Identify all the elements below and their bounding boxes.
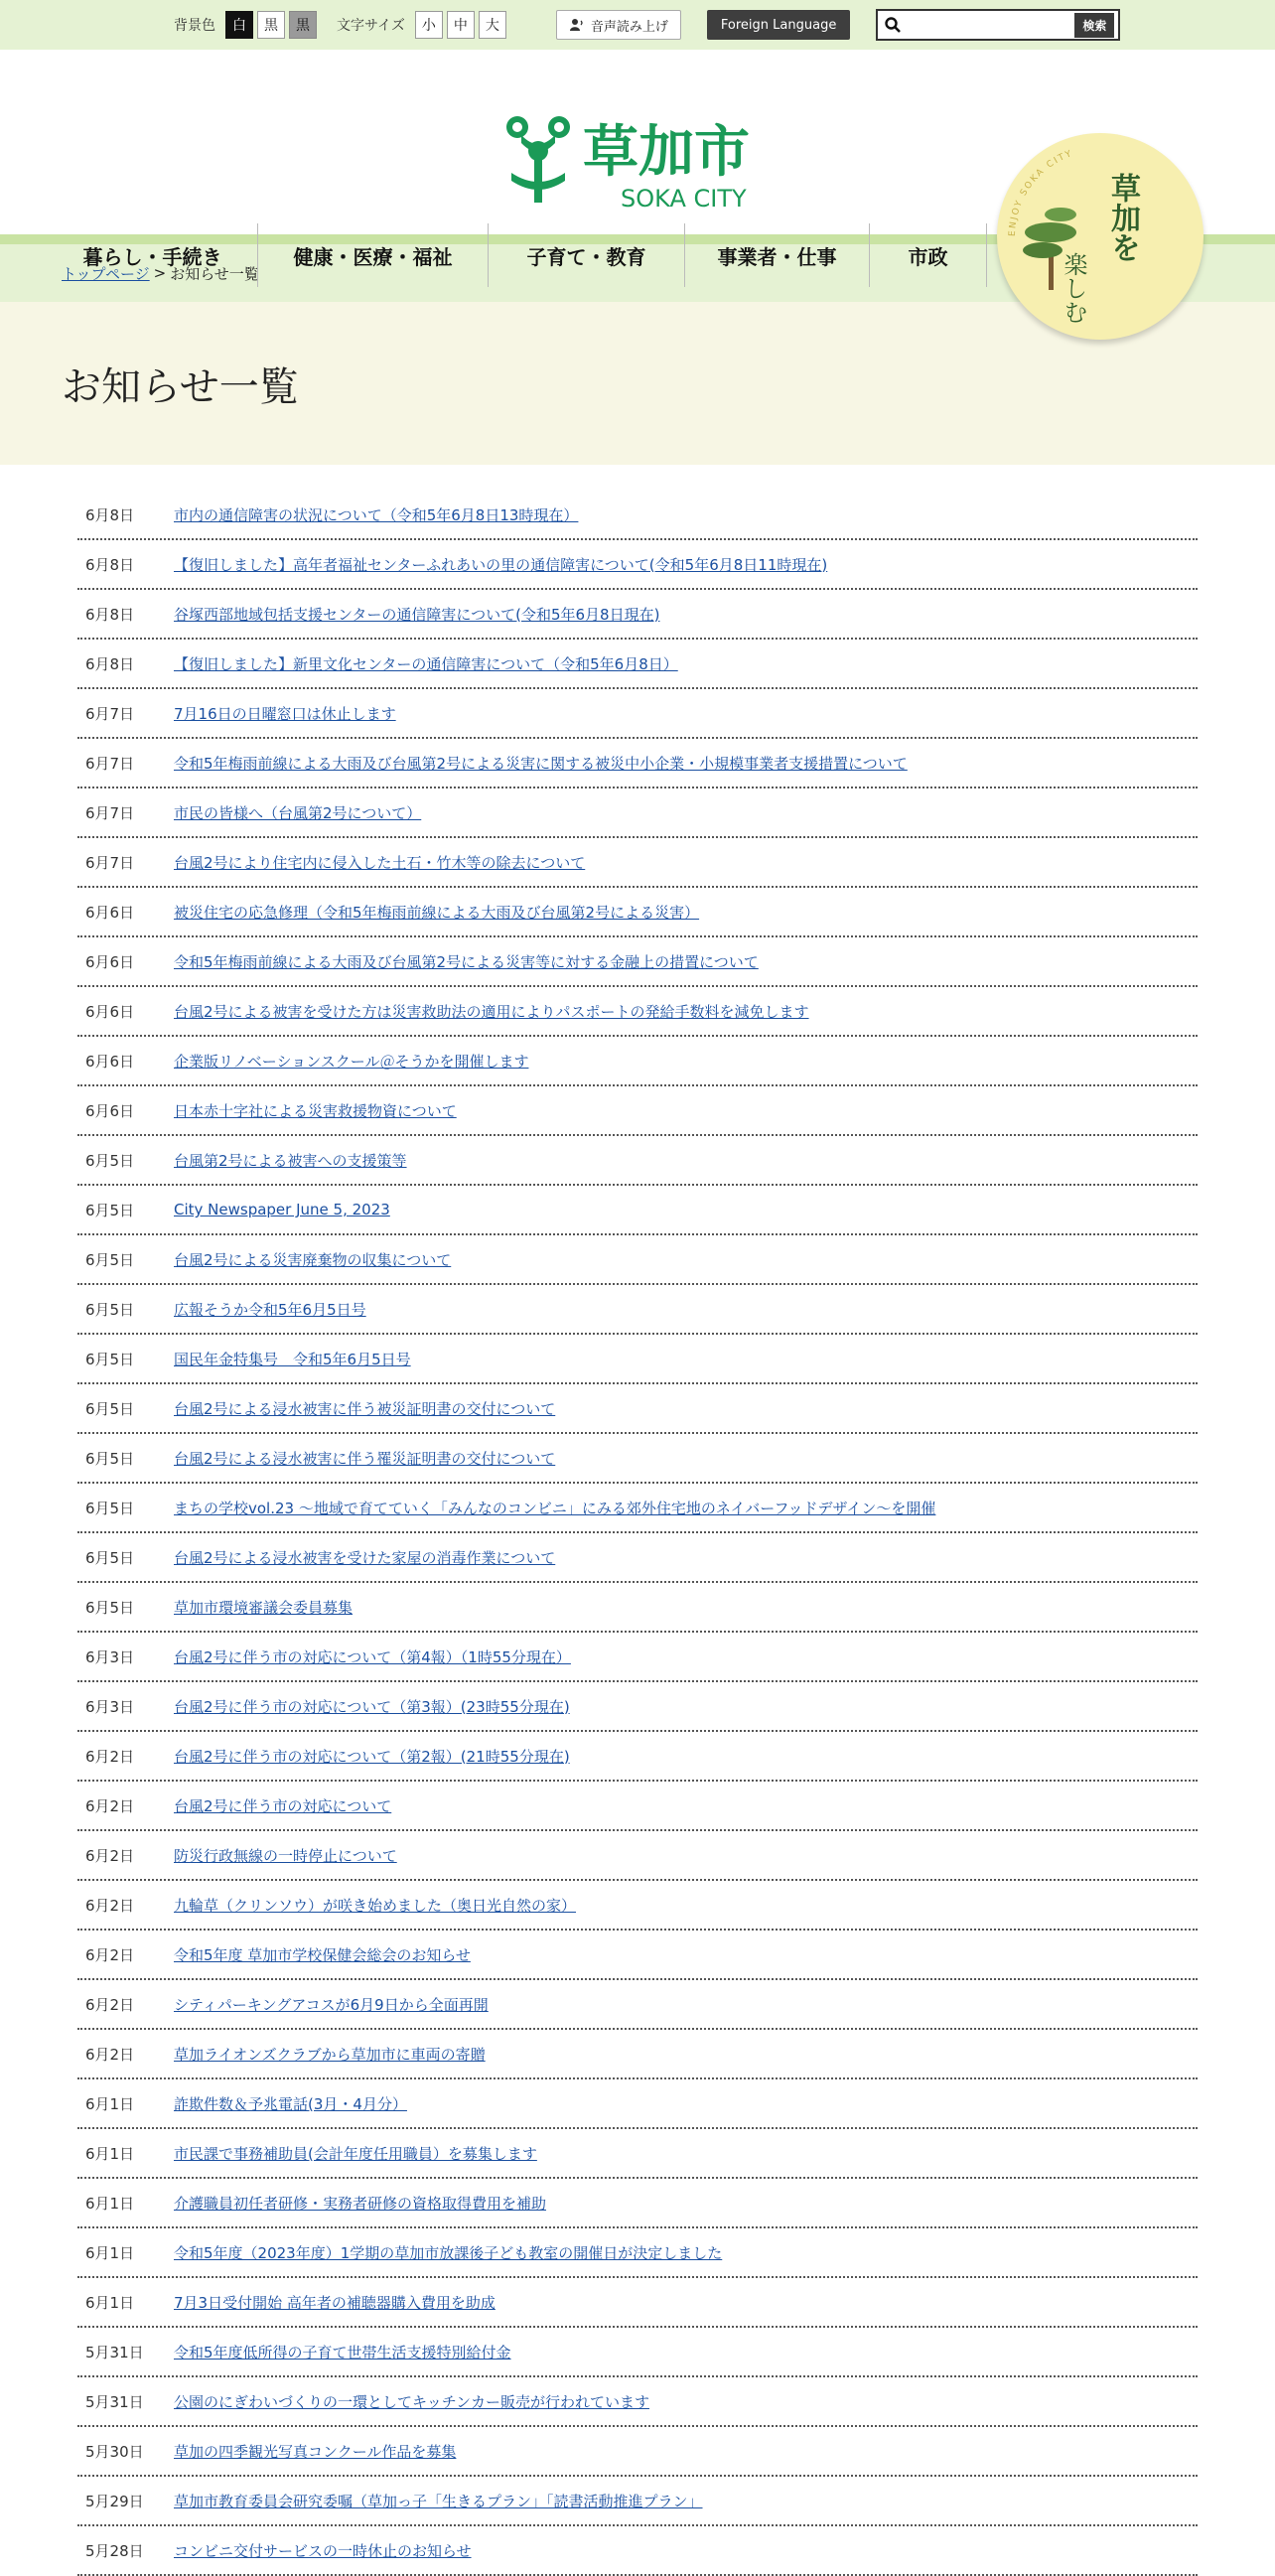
news-row xyxy=(77,2328,1198,2377)
news-row xyxy=(77,1881,1198,1931)
news-row xyxy=(77,739,1198,788)
news-link[interactable]: 防災行政無線の一時停止について xyxy=(174,1846,397,1865)
bg-color-group xyxy=(174,11,321,39)
news-date: 6月8日 xyxy=(85,505,135,524)
news-row xyxy=(77,689,1198,739)
utility-bar xyxy=(0,0,1275,50)
news-link[interactable]: 介護職員初任者研修・実務者研修の資格取得費用を補助 xyxy=(174,2194,547,2213)
news-date: 6月5日 xyxy=(85,1449,135,1468)
news-link[interactable]: 市民の皆様へ（台風第2号について） xyxy=(174,803,422,822)
news-date: 5月31日 xyxy=(85,2392,144,2411)
news-date: 6月1日 xyxy=(85,2194,135,2213)
global-nav xyxy=(48,223,987,287)
news-row xyxy=(77,1980,1198,2030)
news-date: 5月31日 xyxy=(85,2343,144,2361)
font-size-label: 文字サイズ xyxy=(337,18,405,34)
news-row xyxy=(77,1235,1198,1285)
news-date: 6月8日 xyxy=(85,654,135,673)
news-date: 6月5日 xyxy=(85,1548,135,1567)
news-date: 6月1日 xyxy=(85,2293,135,2312)
news-date: 6月6日 xyxy=(85,1002,135,1021)
news-row xyxy=(77,888,1198,937)
news-link[interactable]: 台風2号により住宅内に侵入した土石・竹木等の除去について xyxy=(174,853,586,872)
news-link[interactable]: 詐欺件数＆予兆電話(3月・4月分） xyxy=(174,2094,407,2113)
news-link[interactable]: 【復旧しました】新里文化センターの通信障害について（令和5年6月8日） xyxy=(174,654,678,673)
news-row xyxy=(77,1335,1198,1384)
news-row xyxy=(77,788,1198,838)
news-row xyxy=(77,2030,1198,2079)
news-row xyxy=(77,1732,1198,1782)
news-link[interactable]: 台風2号による浸水被害に伴う被災証明書の交付について xyxy=(174,1399,556,1418)
voice-read-label: 音声読み上げ xyxy=(590,19,668,35)
news-link[interactable]: 7月3日受付開始 高年者の補聴器購入費用を助成 xyxy=(174,2293,496,2312)
breadcrumb-current: お知らせ一覧 xyxy=(170,264,259,283)
logo-kanji: 草加市 xyxy=(583,120,750,185)
news-row xyxy=(77,2427,1198,2477)
news-link[interactable]: 市内の通信障害の状況について（令和5年6月8日13時現在） xyxy=(174,505,579,524)
news-date: 6月5日 xyxy=(85,1598,135,1617)
news-link[interactable]: 台風2号による被害を受けた方は災害救助法の適用によりパスポートの発給手数料を減免します xyxy=(174,1002,809,1021)
news-date: 5月30日 xyxy=(85,2442,144,2461)
news-date: 6月7日 xyxy=(85,803,135,822)
news-row xyxy=(77,1285,1198,1335)
news-link[interactable]: 台風2号による災害廃棄物の収集について xyxy=(174,1250,452,1269)
news-row xyxy=(77,590,1198,640)
news-date: 6月7日 xyxy=(85,704,135,723)
page-title: お知らせ一覧 xyxy=(62,364,299,409)
font-medium-button[interactable]: 中 xyxy=(447,11,475,39)
news-date: 6月5日 xyxy=(85,1300,135,1319)
news-link[interactable]: まちの学校vol.23 ～地域で育てていく「みんなのコンビニ」にみる郊外住宅地のネイバーフッドデザイン～を開催 xyxy=(174,1499,936,1517)
nav-item-childcare[interactable]: 子育て・教育 xyxy=(489,223,685,287)
news-link[interactable]: 【復旧しました】高年者福祉センターふれあいの里の通信障害について(令和5年6月8日11時現在) xyxy=(174,555,828,574)
news-link[interactable]: 令和5年度低所得の子育て世帯生活支援特別給付金 xyxy=(174,2343,511,2361)
foreign-language-button[interactable]: Foreign Language xyxy=(707,10,850,40)
news-row xyxy=(77,2079,1198,2129)
news-row xyxy=(77,1484,1198,1533)
news-row xyxy=(77,1384,1198,1434)
news-link[interactable]: 7月16日の日曜窓口は休止します xyxy=(174,704,396,723)
nav-item-health[interactable]: 健康・医療・福祉 xyxy=(258,223,489,287)
news-date: 6月3日 xyxy=(85,1697,135,1716)
news-list xyxy=(77,491,1198,2576)
news-link[interactable]: シティパーキングアコスが6月9日から全面再開 xyxy=(174,1995,489,2014)
news-date: 6月6日 xyxy=(85,1101,135,1120)
news-link[interactable]: 広報そうか令和5年6月5日号 xyxy=(174,1300,366,1319)
news-row xyxy=(77,1186,1198,1235)
news-link[interactable]: 台風2号による浸水被害に伴う罹災証明書の交付について xyxy=(174,1449,556,1468)
news-date: 6月6日 xyxy=(85,1052,135,1071)
news-date: 6月5日 xyxy=(85,1151,135,1170)
news-date: 6月2日 xyxy=(85,1747,135,1766)
font-size-group xyxy=(337,11,510,39)
news-date: 6月5日 xyxy=(85,1250,135,1269)
news-row xyxy=(77,1086,1198,1136)
news-link[interactable]: コンビニ交付サービスの一時休止のお知らせ xyxy=(174,2541,472,2560)
news-row xyxy=(77,1533,1198,1583)
badge-main-text: 草加を xyxy=(1105,173,1140,262)
news-link[interactable]: 九輪草（クリンソウ）が咲き始めました（奥日光自然の家） xyxy=(174,1896,577,1915)
news-date: 6月8日 xyxy=(85,605,135,624)
news-row xyxy=(77,2526,1198,2576)
news-link[interactable]: 被災住宅の応急修理（令和5年梅雨前線による大雨及び台風第2号による災害） xyxy=(174,903,700,922)
bg-white-button[interactable]: 白 xyxy=(225,11,253,39)
news-link[interactable]: 令和5年梅雨前線による大雨及び台風第2号による災害に関する被災中小企業・小規模事業者支援措置について xyxy=(174,754,908,773)
soka-city-logo[interactable] xyxy=(501,113,776,213)
news-date: 6月7日 xyxy=(85,853,135,872)
news-row xyxy=(77,2377,1198,2427)
news-date: 5月28日 xyxy=(85,2541,144,2560)
news-row xyxy=(77,1633,1198,1682)
font-small-button[interactable]: 小 xyxy=(415,11,443,39)
breadcrumb-home-link[interactable]: トップページ xyxy=(62,264,150,283)
news-row xyxy=(77,937,1198,987)
news-date: 6月2日 xyxy=(85,1896,135,1915)
news-link[interactable]: 市民課で事務補助員(会計年度任用職員）を募集します xyxy=(174,2144,537,2163)
news-date: 6月8日 xyxy=(85,555,135,574)
news-row xyxy=(77,540,1198,590)
news-link[interactable]: 台風2号に伴う市の対応について（第2報）(21時55分現在) xyxy=(174,1747,570,1766)
logo-roman: SOKA CITY xyxy=(621,185,747,213)
news-link[interactable]: 令和5年度（2023年度）1学期の草加市放課後子ども教室の開催日が決定しました xyxy=(174,2243,723,2262)
news-row xyxy=(77,2278,1198,2328)
news-date: 6月2日 xyxy=(85,1995,135,2014)
bg-black-button[interactable]: 黒 xyxy=(257,11,285,39)
search-input[interactable] xyxy=(902,13,1074,37)
news-link[interactable]: 令和5年梅雨前線による大雨及び台風第2号による災害等に対する金融上の措置について xyxy=(174,952,759,971)
news-row xyxy=(77,1037,1198,1086)
bg-color-label: 背景色 xyxy=(174,18,215,34)
news-date: 6月1日 xyxy=(85,2243,135,2262)
news-row xyxy=(77,491,1198,540)
font-large-button[interactable]: 大 xyxy=(479,11,506,39)
news-link[interactable]: 台風2号による浸水被害を受けた家屋の消毒作業について xyxy=(174,1548,556,1567)
bg-dark-button[interactable]: 黒 xyxy=(289,11,317,39)
news-date: 5月29日 xyxy=(85,2492,144,2510)
news-link[interactable]: 企業版リノベーションスクール＠そうかを開催します xyxy=(174,1052,529,1071)
news-link[interactable]: 国民年金特集号 令和5年6月5日号 xyxy=(174,1350,411,1368)
news-date: 6月6日 xyxy=(85,903,135,922)
news-link[interactable]: 谷塚西部地域包括支援センターの通信障害について(令和5年6月8日現在) xyxy=(174,605,660,624)
news-row xyxy=(77,1434,1198,1484)
news-link[interactable]: 草加市環境審議会委員募集 xyxy=(174,1598,354,1617)
news-link[interactable]: 草加の四季観光写真コンクール作品を募集 xyxy=(174,2442,457,2461)
voice-read-button[interactable] xyxy=(556,10,681,40)
news-link[interactable]: City Newspaper June 5, 2023 xyxy=(174,1201,390,1218)
news-date: 6月2日 xyxy=(85,1796,135,1815)
news-date: 6月5日 xyxy=(85,1350,135,1368)
badge-ring-icon xyxy=(997,133,1204,340)
news-row xyxy=(77,838,1198,888)
news-row xyxy=(77,987,1198,1037)
news-link[interactable]: 日本赤十字社による災害救援物資について xyxy=(174,1101,457,1120)
news-row xyxy=(77,2129,1198,2179)
news-date: 6月2日 xyxy=(85,1846,135,1865)
news-link[interactable]: 草加ライオンズクラブから草加市に車両の寄贈 xyxy=(174,2045,486,2064)
enjoy-soka-badge[interactable] xyxy=(997,133,1204,340)
search-icon xyxy=(884,16,902,34)
news-link[interactable]: 台風2号に伴う市の対応について xyxy=(174,1796,392,1815)
news-link[interactable]: 台風第2号による被害への支援策等 xyxy=(174,1151,407,1170)
news-row xyxy=(77,1931,1198,1980)
news-row xyxy=(77,1831,1198,1881)
news-link[interactable]: 公園のにぎわいづくりの一環としてキッチンカー販売が行われています xyxy=(174,2392,649,2411)
news-date: 6月3日 xyxy=(85,1647,135,1666)
news-row xyxy=(77,1583,1198,1633)
news-date: 6月6日 xyxy=(85,952,135,971)
news-date: 6月2日 xyxy=(85,2045,135,2064)
search-box xyxy=(876,9,1120,41)
news-date: 6月5日 xyxy=(85,1201,135,1219)
news-date: 6月7日 xyxy=(85,754,135,773)
badge-sub-text: 楽しむ xyxy=(1060,252,1087,324)
nav-item-city-admin[interactable]: 市政 xyxy=(870,223,987,287)
news-date: 6月2日 xyxy=(85,1945,135,1964)
news-row xyxy=(77,1136,1198,1186)
search-button[interactable]: 検索 xyxy=(1074,13,1114,38)
news-row xyxy=(77,1782,1198,1831)
badge-ring-text: ENJOY SOKA CITY xyxy=(1007,148,1075,237)
nav-item-living[interactable]: 暮らし・手続き xyxy=(48,223,258,287)
news-link[interactable]: 台風2号に伴う市の対応について（第4報）（1時55分現在） xyxy=(174,1647,571,1666)
news-date: 6月1日 xyxy=(85,2144,135,2163)
news-row xyxy=(77,2179,1198,2228)
news-link[interactable]: 令和5年度 草加市学校保健会総会のお知らせ xyxy=(174,1945,471,1964)
news-date: 6月5日 xyxy=(85,1499,135,1517)
news-row xyxy=(77,640,1198,689)
news-row xyxy=(77,2477,1198,2526)
news-date: 6月5日 xyxy=(85,1399,135,1418)
news-date: 6月1日 xyxy=(85,2094,135,2113)
news-row xyxy=(77,2228,1198,2278)
news-row xyxy=(77,1682,1198,1732)
news-link[interactable]: 台風2号に伴う市の対応について（第3報）(23時55分現在) xyxy=(174,1697,570,1716)
breadcrumb-separator: > xyxy=(153,264,167,282)
news-link[interactable]: 草加市教育委員会研究委嘱（草加っ子「生きるプラン」「読書活動推進プラン」 xyxy=(174,2492,703,2510)
nav-item-business[interactable]: 事業者・仕事 xyxy=(685,223,870,287)
speaker-person-icon xyxy=(569,18,585,32)
